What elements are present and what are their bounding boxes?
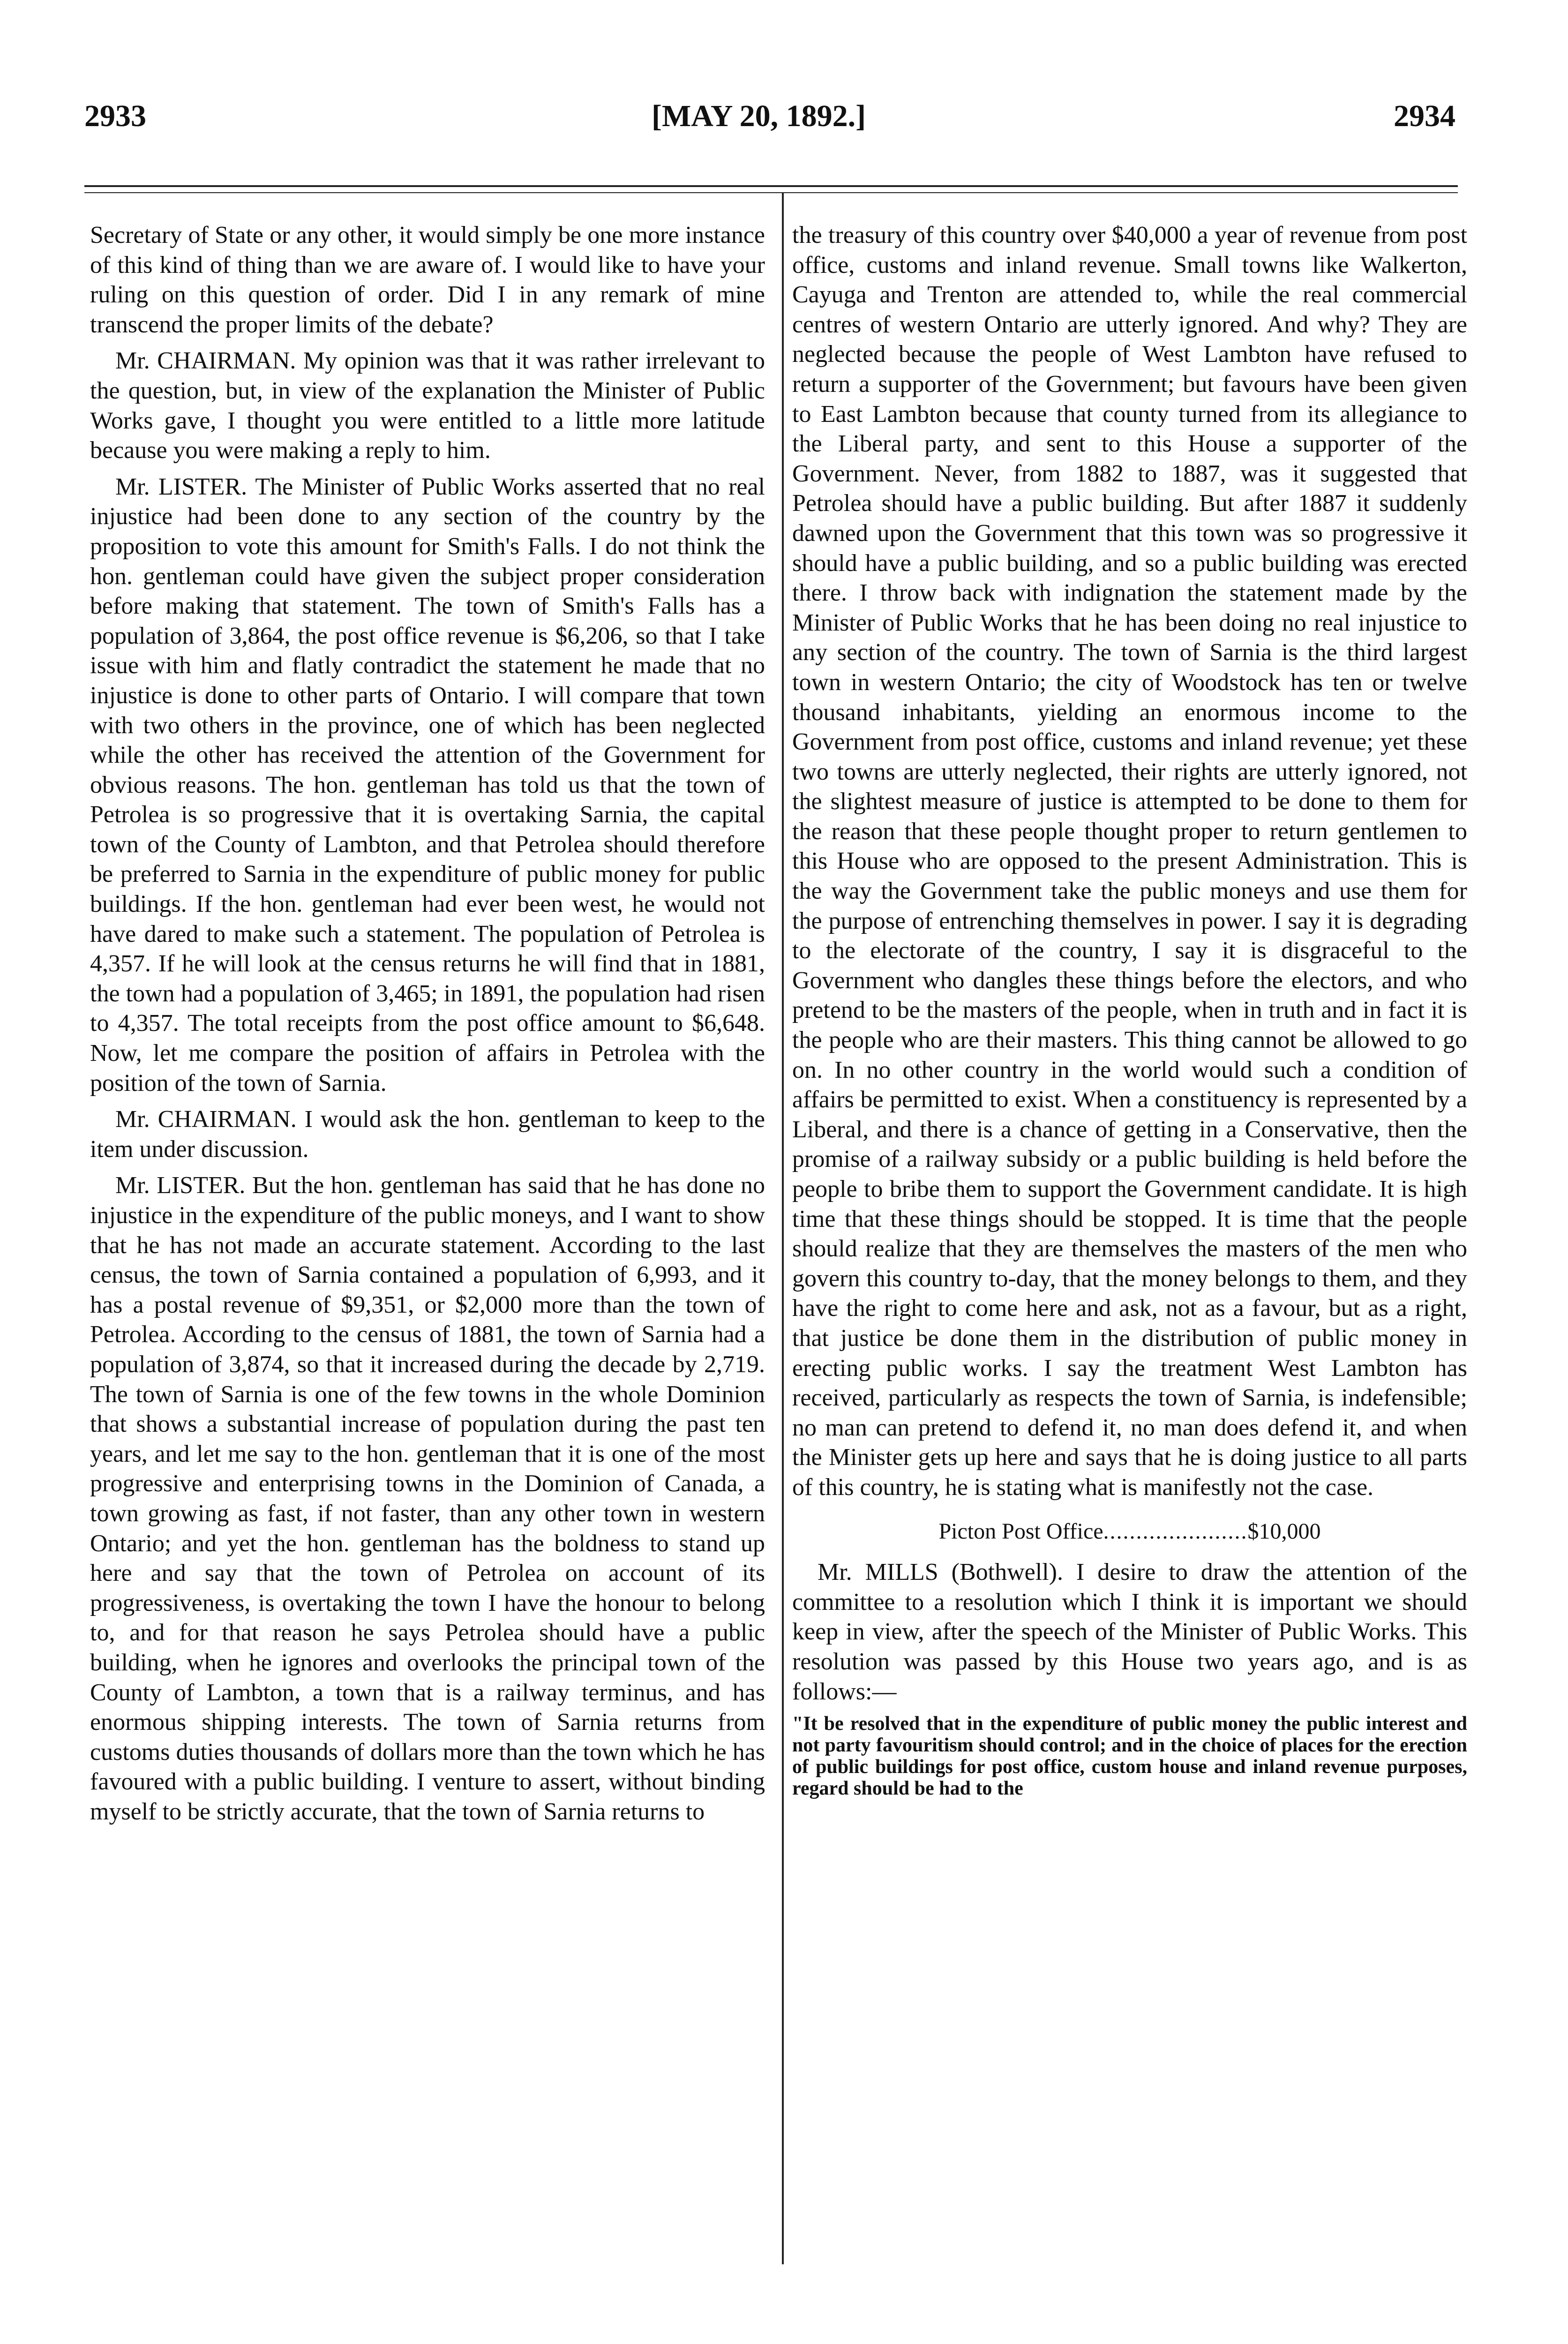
left-column <box>90 220 765 1833</box>
paragraph: Mr. LISTER. But the hon. gentleman has said that he has done no injustice in the expenditure of the public moneys, and I want to show that he has not made an accurate statement. According to the last census, the town of Sarnia contained a population of 6,993, and it has a postal revenue of $9,351, or $2,000 more than the town of Petrolea. According to the census of 1881, the town of Sarnia had a population of 3,874, so that it increased during the decade by 2,719. The town of Sarnia is one of the few towns in the whole Dominion that shows a substantial increase of population during the past ten years, and let me say to the hon. gentleman that it is one of the most progressive and enterprising towns in the Dominion of Canada, a town growing as fast, if not faster, than any other town in western Ontario; and yet the hon. gentleman has the boldness to stand up here and say that the town of Petrolea on account of its progressiveness, is overtaking the town I have the honour to belong to, and for that reason he says Petrolea should have a public building, when he ignores and overlooks the principal town of the County of Lambton, a town that is a railway terminus, and has enormous shipping interests. The town of Sarnia returns from customs duties thousands of dollars more than the town which he has favoured with a public building. I venture to assert, without binding myself to be strictly accurate, that the town of Sarnia returns to <box>90 1172 765 1825</box>
paragraph: the treasury of this country over $40,000 a year of revenue from post office, customs and inland revenue. Small towns like Walkerton, Cayuga and Trenton are attended to, while the real commercial centres of western Ontario are utterly ignored. And why? They are neglected because the people of West Lambton have refused to return a supporter of the Government; but favours have been given to East Lambton because that county turned from its allegiance to the Liberal party, and sent to this House a supporter of the Government. Never, from 1882 to 1887, was it suggested that Petrolea should have a public building. But after 1887 it suddenly dawned upon the Government that this town was so progressive it should have a public building, and so a public building was erected there. I throw back with indignation the statement made by the Minister of Public Works that he has been doing no real injustice to any section of the country. The town of Sarnia is the third largest town in western Ontario; the city of Woodstock has ten or twelve thousand inhabitants, yielding an enormous income to the Government from post office, customs and inland revenue; yet these two towns are utterly neglected, their rights are utterly ignored, not the slightest measure of justice is attempted to be done to them for the reason that these people thought proper to return gentlemen to this House who are opposed to the present Administration. This is the way the Government take the public moneys and use them for the purpose of entrenching themselves in power. I say it is degrading to the electorate of the country, I say it is disgraceful to the Government who dangles these things before the electors, and who pretend to be the masters of the people, when in truth and in fact it is the people who are their masters. This thing cannot be allowed to go on. In no other country in the world would such a condition of affairs be permitted to exist. When a constituency is represented by a Liberal, and there is a chance of getting in a Conservative, then the promise of a railway subsidy or a public building is held before the people to bribe them to support the Government candidate. It is high time that these things should be stopped. It is time that the people should realize that they are themselves the masters of the men who govern this country to-day, that the money belongs to them, and they have the right to come here and ask, not as a favour, but as a right, that justice be done them in the distribution of public money in erecting public works. I say the treatment West Lambton has received, particularly as respects the town of Sarnia, is indefensible; no man can pretend to defend it, no man does defend it, and when the Minister gets up here and says that he is doing justice to all parts of this country, he is stating what is manifestly not the case. <box>792 222 1467 1501</box>
paragraph: Mr. CHAIRMAN. My opinion was that it was rather irrelevant to the question, but, in view of the explanation the Minister of Public Works gave, I thought you were entitled to a little more latitude because you were making a reply to him. <box>90 347 765 464</box>
header-rule-top <box>84 185 1458 187</box>
page-number-left: 2933 <box>84 99 146 133</box>
item-label: Picton Post Office <box>938 1518 1103 1544</box>
column-separator <box>782 192 784 2264</box>
page-date: [MAY 20, 1892.] <box>652 99 866 133</box>
item-leader-dots: ...................... <box>1103 1518 1248 1544</box>
right-column <box>792 220 1467 1806</box>
paragraph: Mr. MILLS (Bothwell). I desire to draw the attention of the committee to a resolution which I think it is important we should keep in view, after the speech of the Minister of Public Works. This resolution was passed by this House two years ago, and is as follows:— <box>792 1559 1467 1705</box>
paragraph: Mr. LISTER. The Minister of Public Works asserted that no real injustice had been done to any section of the country by the proposition to vote this amount for Smith's Falls. I do not think the hon. gentleman could have given the subject proper consideration before making that statement. The town of Smith's Falls has a population of 3,864, the post office revenue is $6,206, so that I take issue with him and flatly contradict the statement he made that no injustice is done to other parts of Ontario. I will compare that town with two others in the province, one of which has been neglected while the other has received the attention of the Government for obvious reasons. The hon. gentleman has told us that the town of Petrolea is so progressive that it is overtaking Sarnia, the capital town of the County of Lambton, and that Petrolea should therefore be preferred to Sarnia in the expenditure of public money for public buildings. If the hon. gentleman had ever been west, he would not have dared to make such a statement. The population of Petrolea is 4,357. If he will look at the census returns he will find that in 1881, the town had a population of 3,465; in 1891, the population had risen to 4,357. The total receipts from the post office amount to $6,648. Now, let me compare the position of affairs in Petrolea with the position of the town of Sarnia. <box>90 473 765 1097</box>
item-amount: $10,000 <box>1247 1518 1321 1544</box>
header-rule-bottom <box>84 192 1458 193</box>
paragraph: Mr. CHAIRMAN. I would ask the hon. gentleman to keep to the item under discussion. <box>90 1106 765 1163</box>
resolution-quote: "It be resolved that in the expenditure of public money the public interest and not party favouritism should control; and in the choice of places for the erection of public buildings for post office, custom house and inland revenue purposes, regard should be had to the <box>792 1713 1467 1800</box>
page-number-right: 2934 <box>1394 99 1455 133</box>
page-header <box>0 98 1568 155</box>
paragraph: Secretary of State or any other, it would simply be one more instance of this kind of thing than we are aware of. I would like to have your ruling on this question of order. Did I in any remark of mine transcend the proper limits of the debate? <box>90 222 765 338</box>
estimate-item <box>792 1517 1467 1547</box>
